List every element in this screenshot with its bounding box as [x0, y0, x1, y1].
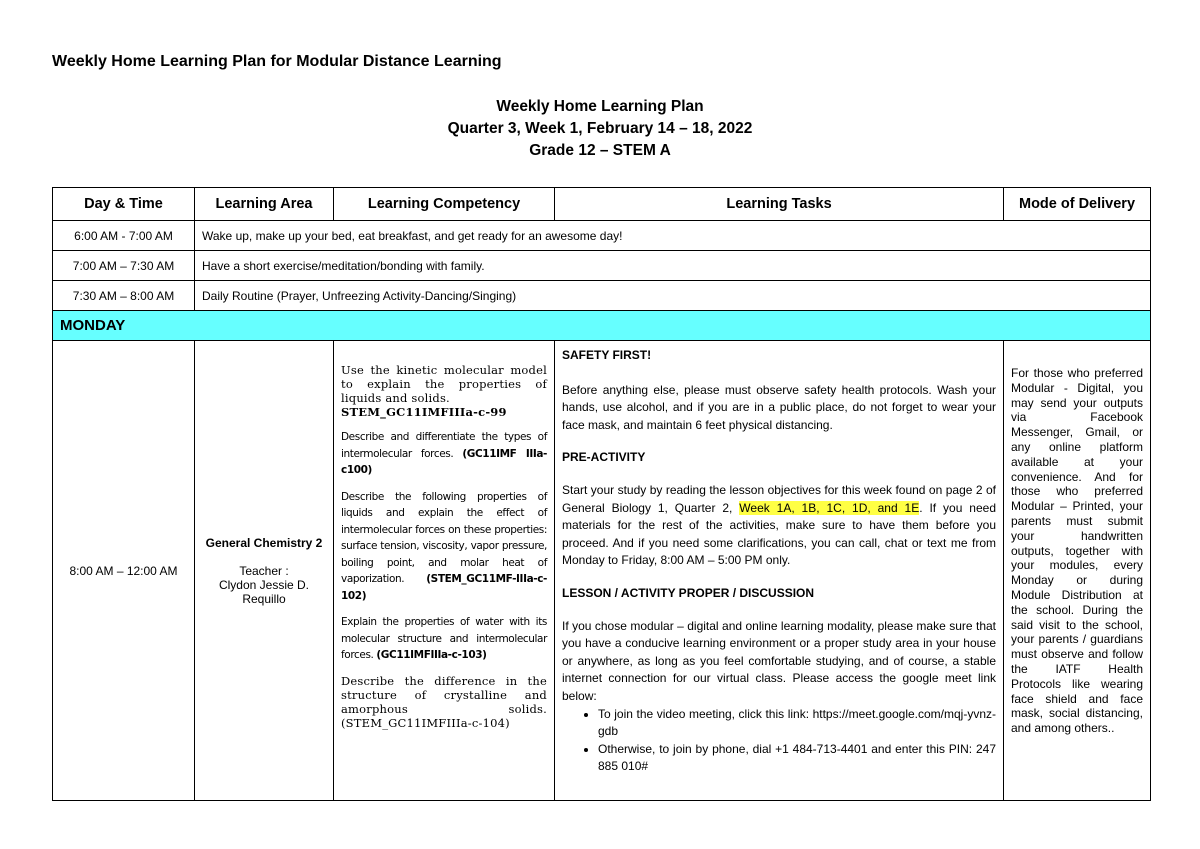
routine-activity: Wake up, make up your bed, eat breakfast, and get ready for an awesome day!	[195, 221, 1151, 251]
learning-plan-table	[52, 187, 1151, 801]
competency-code: STEM_GC11IMFIIIa-c-99	[341, 405, 507, 419]
pre-activity-text	[562, 482, 996, 570]
teacher-label: Teacher :	[239, 563, 289, 578]
table-row	[53, 221, 1151, 251]
grade-section: Grade 12 – STEM A	[529, 142, 671, 159]
table-row	[53, 251, 1151, 281]
header-learning-competency: Learning Competency	[334, 188, 555, 221]
week-highlight: Week 1A, 1B, 1C, 1D, and 1E	[739, 500, 920, 515]
document-header: Weekly Home Learning Plan for Modular Distance Learning	[52, 53, 502, 70]
table-row	[53, 281, 1151, 311]
competency-code: (STEM_GC11MF-IIIa-c-102)	[341, 573, 547, 602]
competency-text: Explain the properties of water with its molecular structure and intermolecular forces.	[341, 616, 547, 661]
header-learning-tasks: Learning Tasks	[555, 188, 1004, 221]
routine-activity: Daily Routine (Prayer, Unfreezing Activity-Dancing/Singing)	[195, 281, 1151, 311]
competency-text: Describe and differentiate the types of intermolecular forces.	[341, 431, 547, 460]
mode-of-delivery-cell: For those who preferred Modular - Digital, you may send your outputs via Facebook Messenger, Gmail, or any online platform available at your convenience. And for those who preferred Modular – Printed, your parents must submit your handwritten outputs, together with your modules, every Monday or during Module Distribution at the school. During the said visit to the school, your parents / guardians must observe and follow the IATF Health Protocols like wearing face shield and face mask, social distancing, and among others..	[1004, 341, 1151, 801]
routine-activity: Have a short exercise/meditation/bonding with family.	[195, 251, 1151, 281]
pre-activity-text-end: . If you need materials for the rest of the activities, make sure to have them before you proceed. And if you need some clarifications, you can call, chat or text me from Monday to Friday, 8:00 AM – 5:00 PM only.	[562, 500, 996, 568]
teacher-info	[202, 564, 326, 606]
competency-item	[341, 489, 547, 605]
plan-titles	[0, 96, 1200, 162]
pre-activity-heading: PRE-ACTIVITY	[562, 450, 646, 465]
learning-tasks-cell	[555, 341, 1004, 801]
quarter-week-date: Quarter 3, Week 1, February 14 – 18, 2022	[447, 120, 753, 137]
table-header-row	[53, 188, 1151, 221]
header-mode-of-delivery: Mode of Delivery	[1004, 188, 1151, 221]
safety-text: Before anything else, please must observe safety health protocols. Wash your hands, use alcohol, and if you are in a public place, do not forget to wear your face mask, and maintain 6 feet physical distancing.	[562, 382, 996, 432]
competency-code: (GC11IMFIIIa-c-103)	[376, 649, 487, 661]
header-learning-area: Learning Area	[195, 188, 334, 221]
learning-competency-cell	[334, 341, 555, 801]
learning-area-cell	[195, 341, 334, 801]
lesson-text: If you chose modular – digital and online learning modality, please make sure that you have a conducive learning environment or a proper study area in your house or anywhere, as long as you feel comfortable studying, and of course, a stable internet connection for our virtual class. Please access the google meet link below:	[562, 618, 996, 703]
session-row	[53, 341, 1151, 801]
subject-name: General Chemistry 2	[205, 535, 323, 550]
lesson-heading: LESSON / ACTIVITY PROPER / DISCUSSION	[562, 585, 815, 600]
phone-dial-item: • Otherwise, to join by phone, dial +1 484-713-4401 and enter this PIN: 247 885 010#	[598, 741, 996, 776]
day-row	[53, 311, 1151, 341]
meet-link-item[interactable]: • To join the video meeting, click this link: https://meet.google.com/mqj-yvnz-gdb	[598, 706, 996, 741]
routine-time: 6:00 AM - 7:00 AM	[53, 221, 195, 251]
day-label: MONDAY	[53, 311, 1151, 341]
session-time: 8:00 AM – 12:00 AM	[53, 341, 195, 801]
competency-code: (STEM_GC11IMFIIIa-c-104)	[341, 715, 510, 730]
competency-code: (GC11IMF IIIa-c100)	[341, 447, 547, 476]
competency-text: Describe the difference in the structure of crystalline and amorphous solids.	[341, 673, 547, 716]
header-day-time: Day & Time	[53, 188, 195, 221]
safety-heading: SAFETY FIRST!	[562, 348, 652, 362]
competency-text: Use the kinetic molecular model to explain the properties of liquids and solids.	[341, 363, 547, 405]
competency-item	[341, 674, 547, 730]
competency-item	[341, 614, 547, 664]
routine-time: 7:30 AM – 8:00 AM	[53, 281, 195, 311]
pre-activity-text-start: Start your study by reading the lesson objectives for this week found on page 2 of General Biology 1, Quarter 2,	[562, 482, 996, 515]
competency-item	[341, 363, 547, 419]
meeting-info-list	[562, 706, 996, 776]
competency-text: Describe the following properties of liquids and explain the effect of intermolecular forces on these properties: surface tension, viscosity, vapor pressure, boiling point, and molar heat of vaporization.	[341, 490, 547, 585]
teacher-name: Clydon Jessie D. Requillo	[218, 577, 310, 606]
competency-item	[341, 429, 547, 479]
routine-time: 7:00 AM – 7:30 AM	[53, 251, 195, 281]
plan-title: Weekly Home Learning Plan	[496, 98, 704, 115]
